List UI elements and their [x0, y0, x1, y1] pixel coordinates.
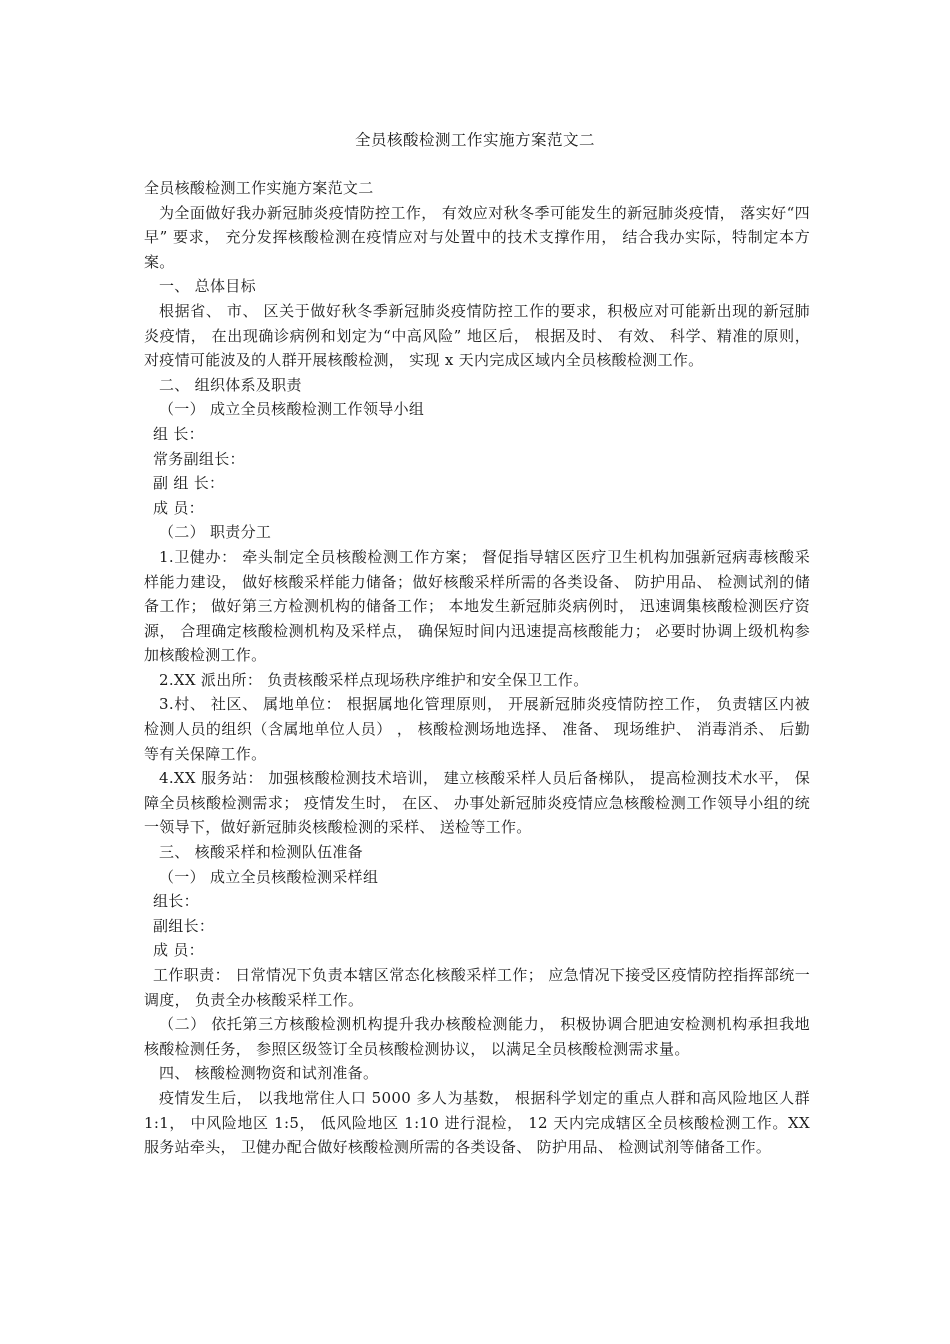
subsection-heading: （一） 成立全员核酸检测工作领导小组	[159, 400, 425, 419]
role-line: 组 长：	[153, 424, 204, 443]
subsection-heading: （二） 职责分工	[159, 523, 272, 542]
role-line: 常务副组长：	[153, 449, 245, 468]
subtitle: 全员核酸检测工作实施方案范文二	[144, 179, 374, 197]
section-heading-3: 三、 核酸采样和检测队伍准备	[159, 843, 363, 862]
document-title: 全员核酸检测工作实施方案范文二	[354, 131, 595, 149]
section-heading-4: 四、 核酸检测物资和试剂准备。	[159, 1064, 379, 1083]
role-line: 成 员：	[153, 498, 204, 517]
subsection-heading: （一） 成立全员核酸检测采样组	[159, 867, 379, 886]
goal-paragraph: 根据省、 市、 区关于做好秋冬季新冠肺炎疫情防控工作的要求，积极应对可能新出现的新冠肺炎疫情， 在出现确诊病例和划定为“中高风险” 地区后， 根据及时、 有效、 科学、精准的原则， 对疫情可能波及的人群开展核酸检测， 实现 x 天内完成区域内全员核酸检测工作。	[144, 301, 816, 370]
duty-paragraph: 1.卫健办： 牵头制定全员核酸检测工作方案； 督促指导辖区医疗卫生机构加强新冠病毒核酸采样能力建设， 做好核酸采样能力储备；做好核酸采样所需的各类设备、 防护用品、 检测试剂的储备工作； 做好第三方检测机构的储备工作； 本地发生新冠肺炎病例时， 迅速调集核酸检测医疗资源， 合理确定核酸检测机构及采样点， 确保短时间内迅速提高核酸能力； 必要时协调上级机构参加核酸检测工作。	[144, 547, 810, 665]
subsection-paragraph: （二） 依托第三方核酸检测机构提升我办核酸检测能力， 积极协调合肥迪安检测机构承担我地核酸检测任务， 参照区级签订全员核酸检测协议， 以满足全员核酸检测需求量。	[144, 1015, 810, 1058]
supplies-paragraph: 疫情发生后， 以我地常住人口 5000 多人为基数， 根据科学划定的重点人群和高风险地区人群 1:1， 中风险地区 1:5， 低风险地区 1:10 进行混检， 12 天内完成辖区全员核酸检测工作。XX 服务站牵头， 卫健办配合做好核酸检测所需的各类设备、 防护用品、 检测试剂等储备工作。	[144, 1088, 816, 1157]
duty-paragraph: 工作职责： 日常情况下负责本辖区常态化核酸采样工作； 应急情况下接受区疫情防控指挥部统一调度， 负责全办核酸采样工作。	[144, 966, 810, 1009]
role-line: 组长：	[153, 892, 199, 911]
role-line: 副组长：	[153, 916, 215, 935]
section-heading-1: 一、 总体目标	[159, 277, 256, 296]
role-line: 成 员：	[153, 941, 204, 960]
duty-paragraph: 4.XX 服务站： 加强核酸检测技术培训， 建立核酸采样人员后备梯队， 提高检测技术水平， 保障全员核酸检测需求； 疫情发生时， 在区、 办事处新冠肺炎疫情应急核酸检测工作领导小组的统一领导下，做好新冠肺炎核酸检测的采样、 送检等工作。	[144, 769, 810, 837]
duty-paragraph: 3.村、 社区、 属地单位： 根据属地化管理原则， 开展新冠肺炎疫情防控工作， 负责辖区内被检测人员的组织（含属地单位人员） ， 核酸检测场地选择、 准备、 现场维护、 消毒消杀、 后勤等有关保障工作。	[144, 695, 810, 763]
section-heading-2: 二、 组织体系及职责	[159, 375, 302, 394]
intro-paragraph: 为全面做好我办新冠肺炎疫情防控工作， 有效应对秋冬季可能发生的新冠肺炎疫情， 落实好“四早” 要求， 充分发挥核酸检测在疫情应对与处置中的技术支撑作用， 结合我办实际，特制定本方案。	[144, 203, 810, 271]
role-line: 副 组 长：	[153, 474, 225, 493]
duty-paragraph: 2.XX 派出所： 负责核酸采样点现场秩序维护和安全保卫工作。	[159, 670, 589, 689]
document-body	[144, 176, 816, 1160]
